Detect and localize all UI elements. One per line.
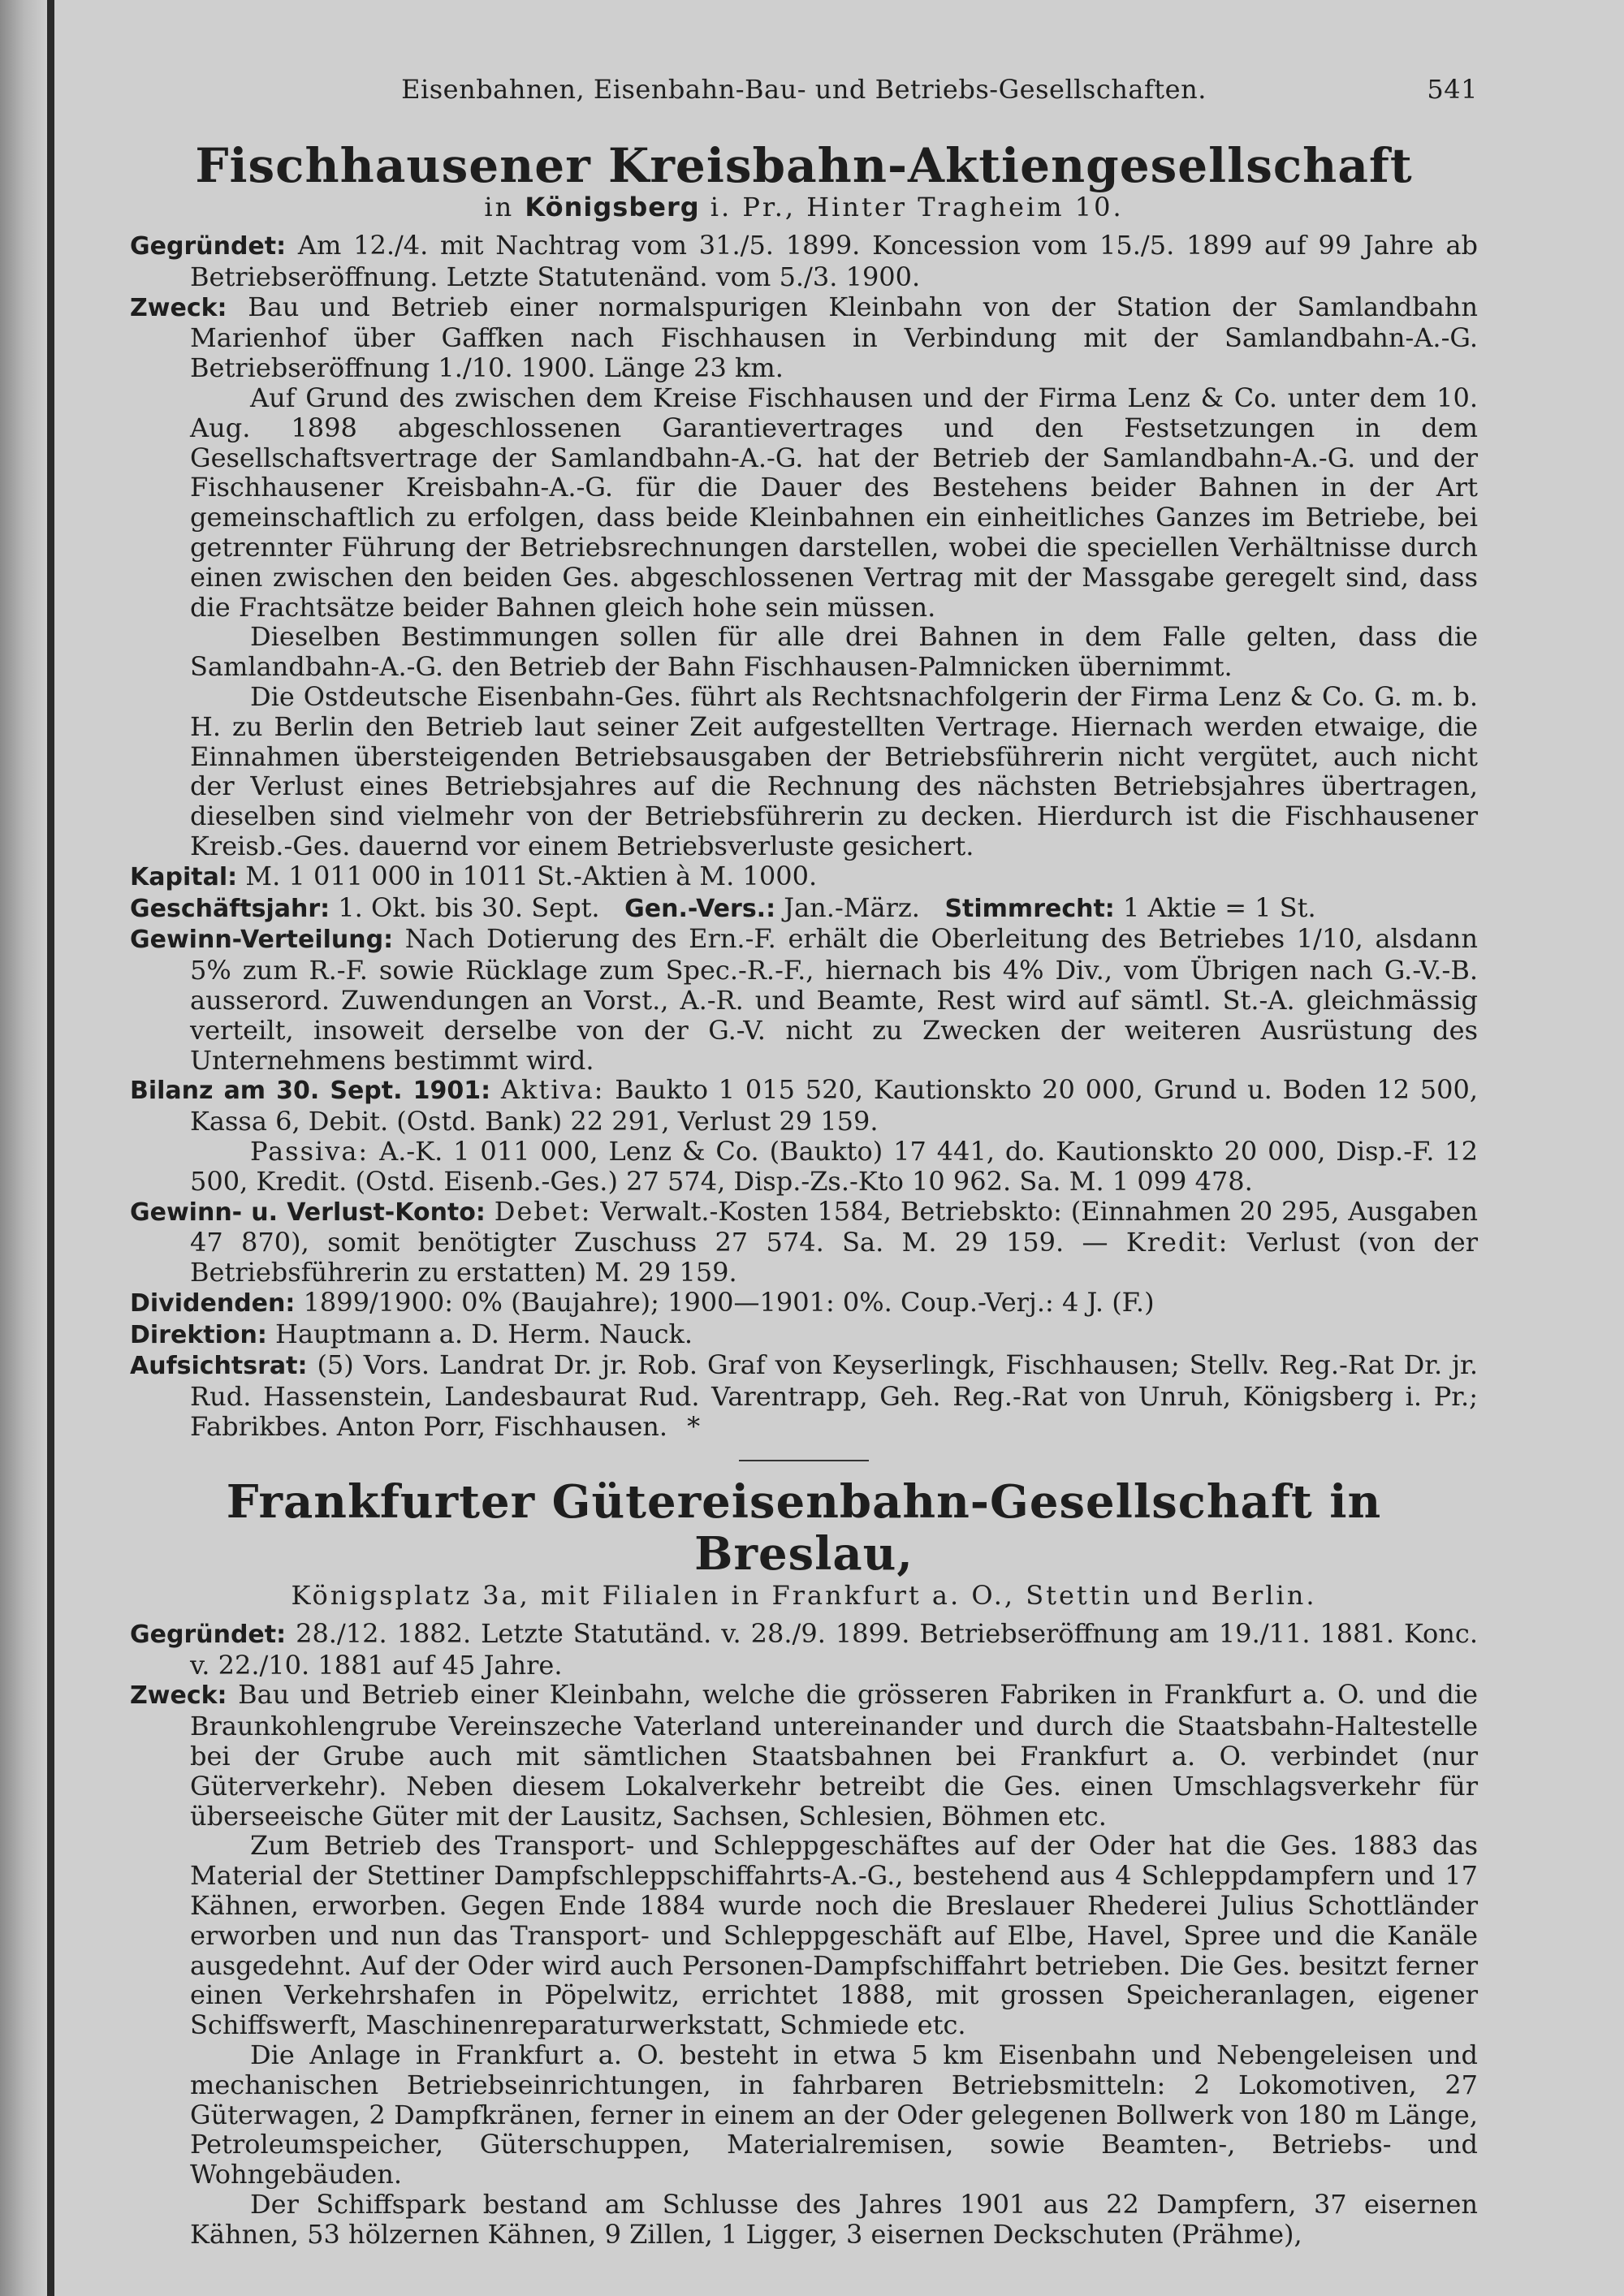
purpose-text: Bau und Betrieb einer normalspurigen Kleinbahn von der Station der Samlandbahn Marienhof über Gaffken nach Fischhausen in Verbindung mit der Samlandbahn-A.-G. Betriebseröffnung 1./10. 1900. Länge 23 km. [190, 291, 1479, 384]
purpose-text: Bau und Betrieb einer Kleinbahn, welche die grösseren Fabriken in Frankfurt a. O. und die Braunkohlengrube Vereinszeche Vaterland untereinander und durch die Staatsbahn-Haltestelle bei der Grube auch mit sämtlichen Staatsbahnen bei Frankfurt a. O. verbindet (nur Güterverkehr). Neben diesem Lokalverkehr betreibt die Ges. einen Umschlagsverkehr für überseeische Güter mit der Lausitz, Sachsen, Schlesien, Böhmen etc. [190, 1679, 1479, 1832]
general-meeting-text: Jan.-März. [784, 891, 920, 923]
purpose-paragraph [130, 292, 1478, 383]
profit-loss-paragraph [130, 1197, 1478, 1288]
founded-paragraph [130, 1619, 1478, 1681]
purpose-label: Zweck: [130, 1681, 227, 1711]
capital-paragraph [130, 861, 1478, 893]
profit-loss-label: Gewinn- u. Verlust-Konto: [130, 1198, 486, 1227]
management-text: Hauptmann a. D. Herm. Nauck. [275, 1318, 693, 1349]
body-paragraph: Der Schiffspark bestand am Schlusse des Jahres 1901 aus 22 Dampfern, 37 eisernen Kähnen, 53 hölzernen Kähnen, 9 Zillen, 1 Ligger, 3 eisernen Deckschuten (Prähme), [190, 2189, 1478, 2250]
document-page [130, 75, 1478, 2250]
management-paragraph [130, 1319, 1478, 1351]
company-title: Frankfurter Gütereisenbahn-Gesellschaft in Breslau, [226, 1474, 1382, 1581]
capital-text: M. 1 011 000 in 1011 St.-Aktien à M. 1000. [245, 860, 818, 891]
liabilities-paragraph [130, 1137, 1478, 1197]
credit-text: Verlust (von der Betriebsführerin zu erstatten) M. 29 159. [190, 1227, 1479, 1288]
company-title: Fischhausener Kreisbahn-Aktiengesellschaft [195, 138, 1413, 193]
company-entry-fischhausen [130, 140, 1478, 1442]
running-head [130, 75, 1478, 114]
balance-paragraph [130, 1075, 1478, 1137]
purpose-label: Zweck: [130, 293, 227, 322]
founded-paragraph [130, 231, 1478, 292]
supervisory-board-text: (5) Vors. Landrat Dr. jr. Rob. Graf von Keyserlingk, Fischhausen; Stellv. Reg.-Rat Dr. jr. Rud. Hassenstein, Landesbaurat Rud. Varentrapp, Geh. Reg.-Rat von Unruh, Königsberg i. Pr.; Fabrikbes. Anton Porr, Fischhausen. [190, 1349, 1479, 1443]
assets-text: Baukto 1 015 520, Kautionskto 20 000, Grund u. Boden 12 500, Kassa 6, Debit. (Ostd. Bank) 22 291, Verlust 29 159. [190, 1074, 1479, 1137]
running-head-title: Eisenbahnen, Eisenbahn-Bau- und Betriebs-Gesellschaften. [401, 74, 1207, 105]
fiscal-year-paragraph [130, 893, 1478, 925]
body-paragraph: Die Anlage in Frankfurt a. O. besteht in etwa 5 km Eisenbahn und Nebengeleisen und mechanischen Betriebseinrichtungen, in fahrbaren Betriebsmitteln: 2 Lokomotiven, 27 Güterwagen, 2 Dampfkränen, ferner in einem an der Oder gelegenen Bollwerk von 180 m Länge, Petroleumspeicher, Güterschuppen, Materialremisen, sowie Beamten-, Betriebs- und Wohngebäuden. [190, 2039, 1478, 2190]
profit-distribution-label: Gewinn-Verteilung: [130, 926, 394, 955]
debit-label: Debet: [494, 1195, 592, 1227]
dividends-label: Dividenden: [130, 1288, 296, 1318]
founded-label: Gegründet: [130, 1620, 287, 1649]
seat-suffix: i. Pr., Hinter Tragheim 10. [710, 192, 1124, 222]
company-entry-frankfurter [130, 1476, 1478, 2250]
liabilities-label: Passiva: [250, 1135, 369, 1167]
fiscal-year-label: Geschäftsjahr: [130, 894, 330, 923]
credit-label: Kredit: [1125, 1227, 1229, 1258]
profit-distribution-paragraph [130, 924, 1478, 1075]
body-paragraph: Die Ostdeutsche Eisenbahn-Ges. führt als Rechtsnachfolgerin der Firma Lenz & Co. G. m. b. H. zu Berlin den Betrieb laut seiner Zeit aufgestellten Vertrage. Hiernach werden etwaige, die Einnahmen übersteigenden Betriebsausgaben der Betriebsführerin nicht vergütet, auch nicht der Verlust eines Betriebsjahres auf die Rechnung des nächsten Betriebsjahres übertragen, dieselben sind vielmehr von der Betriebsführerin zu decken. Hierdurch ist die Fischhausener Kreisb.-Ges. dauernd vor einem Betriebsverluste gesichert. [190, 680, 1478, 861]
company-seat [130, 192, 1478, 222]
profit-distribution-text: Nach Dotierung des Ern.-F. erhält die Oberleitung des Betriebes 1/10, alsdann 5% zum R.-F. sowie Rücklage zum Spec.-R.-F., hiernach bis 4% Div., vom Übrigen nach G.-V.-B. ausserord. Zuwendungen an Vorst., A.-R. und Beamte, Rest wird auf sämtl. St.-A. gleichmässig verteilt, insoweit derselbe von der G.-V. nicht zu Zwecken der weiteren Ausrüstung des Unternehmens bestimmt wird. [190, 923, 1478, 1076]
footnote-star: * [687, 1411, 701, 1443]
voting-right-text: 1 Aktie = 1 St. [1122, 891, 1316, 923]
purpose-paragraph [130, 1680, 1478, 1831]
balance-label: Bilanz am 30. Sept. 1901: [130, 1077, 491, 1106]
dividends-paragraph [130, 1288, 1478, 1319]
seat-prefix: in [484, 192, 515, 222]
fiscal-year-text: 1. Okt. bis 30. Sept. [338, 891, 600, 923]
supervisory-board-paragraph [130, 1350, 1478, 1441]
page-gutter-shadow [0, 0, 47, 2296]
body-paragraph: Dieselben Bestimmungen sollen für alle drei Bahnen in dem Falle gelten, dass die Samlandbahn-A.-G. den Betrieb der Bahn Fischhausen-Palmnicken übernimmt. [190, 621, 1478, 683]
liabilities-text: A.-K. 1 011 000, Lenz & Co. (Baukto) 17 441, do. Kautionskto 20 000, Disp.-F. 12 500, Kredit. (Ostd. Eisenb.-Ges.) 27 574, Disp.-Zs.-Kto 10 962. Sa. M. 1 099 478. [190, 1135, 1479, 1197]
general-meeting-label: Gen.-Vers.: [624, 894, 776, 923]
assets-label: Aktiva: [500, 1074, 605, 1106]
company-address: Königsplatz 3a, mit Filialen in Frankfurt a. O., Stettin und Berlin. [291, 1579, 1317, 1611]
capital-label: Kapital: [130, 862, 238, 891]
binding-rule [47, 0, 54, 2296]
dividends-text: 1899/1900: 0% (Baujahre); 1900—1901: 0%. Coup.-Verj.: 4 J. (F.) [303, 1286, 1155, 1318]
founded-text: Am 12./4. mit Nachtrag vom 31./5. 1899. Koncession vom 15./5. 1899 auf 99 Jahre ab Betriebseröffnung. Letzte Statutenänd. vom 5./3. 1900. [190, 230, 1479, 292]
seat-city: Königsberg [525, 192, 700, 222]
section-divider [739, 1460, 869, 1461]
body-paragraph: Zum Betrieb des Transport- und Schleppgeschäftes auf der Oder hat die Ges. 1883 das Material der Stettiner Dampfschleppschiffahrts-A.-G., bestehend aus 4 Schleppdampfern und 17 Kähnen, erworben. Gegen Ende 1884 wurde noch die Breslauer Rhederei Julius Schottländer erworben und nun das Transport- und Schleppgeschäft auf Elbe, Havel, Spree und die Kanäle ausgedehnt. Auf der Oder wird auch Personen-Dampfschiffahrt betrieben. Die Ges. besitzt ferner einen Verkehrshafen in Pöpelwitz, errichtet 1888, mit grossen Speicheranlagen, eigener Schiffswerft, Maschinenreparaturwerkstatt, Schmiede etc. [190, 1830, 1478, 2041]
voting-right-label: Stimmrecht: [944, 894, 1115, 923]
supervisory-board-label: Aufsichtsrat: [130, 1352, 308, 1381]
body-paragraph: Auf Grund des zwischen dem Kreise Fischhausen und der Firma Lenz & Co. unter dem 10. Aug. 1898 abgeschlossenen Garantievertrages und den Festsetzungen in dem Gesellschaftsvertrage der Samlandbahn-A.-G. hat der Betrieb der Samlandbahn-A.-G. und der Fischhausener Kreisbahn-A.-G. für die Dauer des Bestehens beider Bahnen in der Art gemeinschaftlich zu erfolgen, dass beide Kleinbahnen ein einheitliches Ganzes im Betriebe, bei getrennter Führung der Betriebsrechnungen darstellen, wobei die speciellen Verhältnisse durch einen zwischen den beiden Ges. abgeschlossenen Vertrag mit der Massgabe geregelt sind, dass die Frachtsätze beider Bahnen gleich hohe sein müssen. [190, 382, 1478, 623]
management-label: Direktion: [130, 1320, 267, 1349]
page-number: 541 [1427, 74, 1478, 105]
founded-text: 28./12. 1882. Letzte Statutänd. v. 28./9. 1899. Betriebseröffnung am 19./11. 1881. Konc. v. 22./10. 1881 auf 45 Jahre. [190, 1617, 1479, 1681]
founded-label: Gegründet: [130, 232, 287, 261]
debit-text: Verwalt.-Kosten 1584, Betriebskto: (Einnahmen 20 295, Ausgaben 47 870), somit benötigter Zuschuss 27 574. Sa. M. 29 159. — [190, 1195, 1479, 1258]
